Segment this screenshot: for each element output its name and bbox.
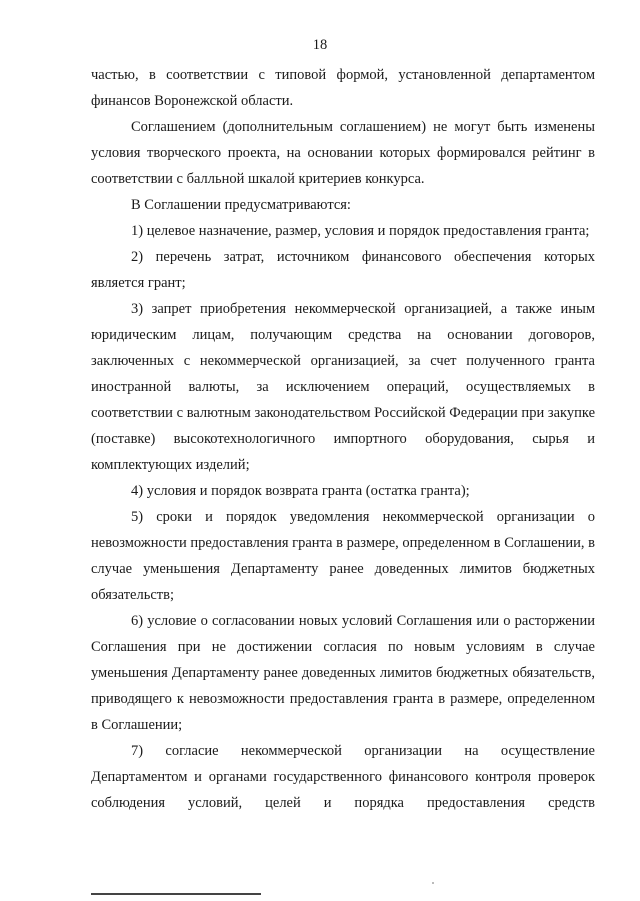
paragraph-agreement-provisions-heading: В Соглашении предусматриваются: [131, 197, 351, 213]
list-item-7: 7) согласие некоммерческой организации на осуществление Департаментом и органами государственного финансового контроля проверок соблюдения условий, целей и порядка предоставления средств [91, 743, 595, 811]
list-item-6: 6) условие о согласовании новых условий Соглашения или о расторжении Соглашения при не достижении согласия по новым условиям в случае уменьшения Департаменту ранее доведенных лимитов бюджетных обязательств, приводящего к невозможности предоставления гранта в размере, определенном в Соглашении; [91, 613, 595, 733]
list-item-2: 2) перечень затрат, источником финансового обеспечения которых является грант; [91, 249, 595, 291]
scan-speck [432, 882, 434, 884]
paragraph-continuation: частью, в соответствии с типовой формой, установленной департаментом финансов Воронежской области. [91, 67, 595, 109]
paragraph-agreement-changes: Соглашением (дополнительным соглашением) не могут быть изменены условия творческого проекта, на основании которых формировался рейтинг в соответствии с балльной шкалой критериев конкурса. [91, 119, 595, 187]
scan-edge-line [91, 893, 261, 895]
list-item-5: 5) сроки и порядок уведомления некоммерческой организации о невозможности предоставления гранта в размере, определенном в Соглашении, в случае уменьшения Департаменту ранее доведенных лимитов бюджетных обязательств; [91, 509, 595, 603]
list-item-1: 1) целевое назначение, размер, условия и порядок предоставления гранта; [131, 223, 590, 239]
page-number: 18 [312, 37, 328, 53]
list-item-4: 4) условия и порядок возврата гранта (остатка гранта); [131, 483, 470, 499]
list-item-3: 3) запрет приобретения некоммерческой организацией, а также иным юридическим лицам, получающим средства на основании договоров, заключенных с некоммерческой организацией, за счет полученного гранта иностранной валюты, за исключением операций, осуществляемых в соответствии с валютным законодательством Российской Федерации при закупке (поставке) высокотехнологичного импортного оборудования, сырья и комплектующих изделий; [91, 301, 595, 473]
document-body [91, 62, 595, 816]
